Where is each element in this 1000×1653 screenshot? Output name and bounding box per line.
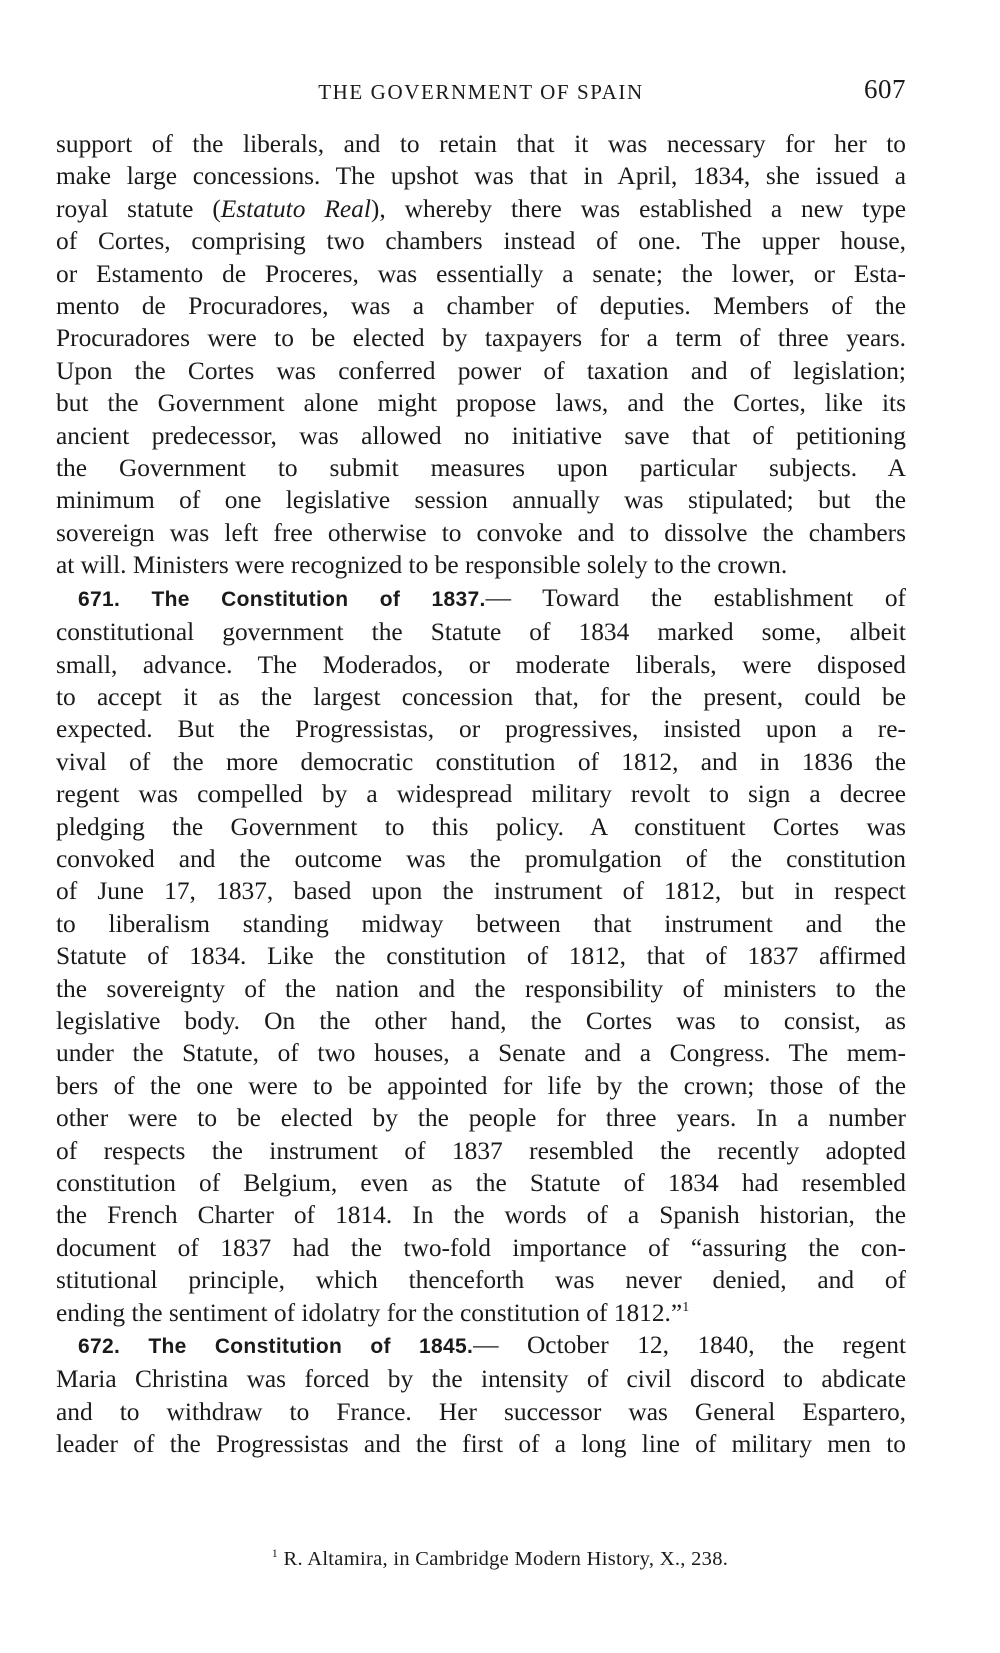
text-line: but the Government alone might propose laws, and the Cortes, like its bbox=[56, 389, 906, 418]
text-line: support of the liberals, and to retain that it was necessary for her to bbox=[56, 130, 906, 158]
running-head bbox=[56, 74, 906, 110]
text-line: convoked and the outcome was the promulgation of the constitution bbox=[56, 844, 906, 873]
text-line: minimum of one legislative session annually was stipulated; but the bbox=[56, 486, 906, 515]
text-line: the Government to submit measures upon particular subjects. A bbox=[56, 454, 906, 483]
text-line: bers of the one were to be appointed for life by the crown; those of the bbox=[56, 1071, 906, 1100]
footnote-text: R. Altamira, in Cambridge Modern History, X., 238. bbox=[278, 1548, 729, 1570]
text-line: sovereign was left free otherwise to convoke and to dissolve the chambers bbox=[56, 518, 906, 547]
text-line: mento de Procuradores, was a chamber of deputies. Members of the bbox=[56, 292, 906, 321]
text-line: at will. Ministers were recognized to be responsible solely to the crown. bbox=[56, 551, 788, 580]
text-line: Upon the Cortes was conferred power of taxation and of legislation; bbox=[56, 356, 906, 385]
footnote-marker: 1 bbox=[271, 1546, 279, 1560]
text-line: Maria Christina was forced by the intensity of civil discord to abdicate bbox=[56, 1365, 906, 1394]
text-line: vival of the more democratic constitution of 1812, and in 1836 the bbox=[56, 747, 906, 776]
text-line: of Cortes, comprising two chambers instead of one. The upper house, bbox=[56, 227, 906, 256]
italic-term: Estatuto Real bbox=[220, 194, 371, 223]
text-line: constitution of Belgium, even as the Statute of 1834 had resembled bbox=[56, 1169, 906, 1197]
text-line: document of 1837 had the two-fold importance of “assuring the con- bbox=[56, 1233, 906, 1262]
text-line: and to withdraw to France. Her successor was General Espartero, bbox=[56, 1397, 906, 1426]
text-line: make large concessions. The upshot was that in April, 1834, she issued a bbox=[56, 162, 906, 191]
footnote-ref: 1 bbox=[682, 1299, 690, 1315]
body-text bbox=[56, 128, 906, 1461]
text-line: stitutional principle, which thenceforth was never denied, and of bbox=[56, 1266, 906, 1295]
text-line: to accept it as the largest concession that, for the present, could be bbox=[56, 682, 906, 711]
page-number: 607 bbox=[864, 74, 906, 104]
text-line: expected. But the Progressistas, or progressives, insisted upon a re- bbox=[56, 715, 906, 744]
text-line: under the Statute, of two houses, a Senate and a Congress. The mem- bbox=[56, 1039, 906, 1068]
section-first-line: 671. The Constitution of 1837.— Toward the establishment of bbox=[78, 583, 906, 612]
text-line: ancient predecessor, was allowed no initiative save that of petitioning bbox=[56, 421, 906, 450]
text-line: other were to be elected by the people for three years. In a number bbox=[56, 1104, 906, 1133]
text-line: regent was compelled by a widespread military revolt to sign a decree bbox=[56, 780, 906, 809]
text-line: or Estamento de Proceres, was essentially a senate; the lower, or Esta- bbox=[56, 259, 906, 288]
text-line: of June 17, 1837, based upon the instrument of 1812, but in respect bbox=[56, 877, 906, 906]
section-heading-671: 671. The Constitution of 1837. bbox=[78, 587, 486, 611]
footnote bbox=[0, 1548, 1000, 1571]
section-first-line: 672. The Constitution of 1845.— October 12, 1840, the regent bbox=[78, 1331, 906, 1360]
text-line: small, advance. The Moderados, or moderate liberals, were disposed bbox=[56, 650, 906, 679]
section-heading-672: 672. The Constitution of 1845. bbox=[78, 1335, 474, 1359]
text-line: the French Charter of 1814. In the words of a Spanish historian, the bbox=[56, 1201, 906, 1230]
text-line: constitutional government the Statute of 1834 marked some, albeit bbox=[56, 618, 906, 647]
text-line: ending the sentiment of idolatry for the constitution of 1812.”$^1$ bbox=[56, 1298, 690, 1327]
text-line: pledging the Government to this policy. A constituent Cortes was bbox=[56, 812, 906, 841]
text-line: Statute of 1834. Like the constitution of 1812, that of 1837 affirmed bbox=[56, 942, 906, 971]
text-line: leader of the Progressistas and the first of a long line of military men to bbox=[56, 1430, 906, 1459]
text-line: of respects the instrument of 1837 resembled the recently adopted bbox=[56, 1136, 906, 1165]
text-line: royal statute (Estatuto Real), whereby there was established a new type bbox=[56, 194, 906, 223]
running-title: THE GOVERNMENT OF SPAIN bbox=[318, 80, 644, 104]
text-line: the sovereignty of the nation and the responsibility of ministers to the bbox=[56, 974, 906, 1003]
text-line: to liberalism standing midway between that instrument and the bbox=[56, 909, 906, 938]
text-line: Procuradores were to be elected by taxpayers for a term of three years. bbox=[56, 324, 906, 353]
text-line: legislative body. On the other hand, the Cortes was to consist, as bbox=[56, 1006, 906, 1035]
